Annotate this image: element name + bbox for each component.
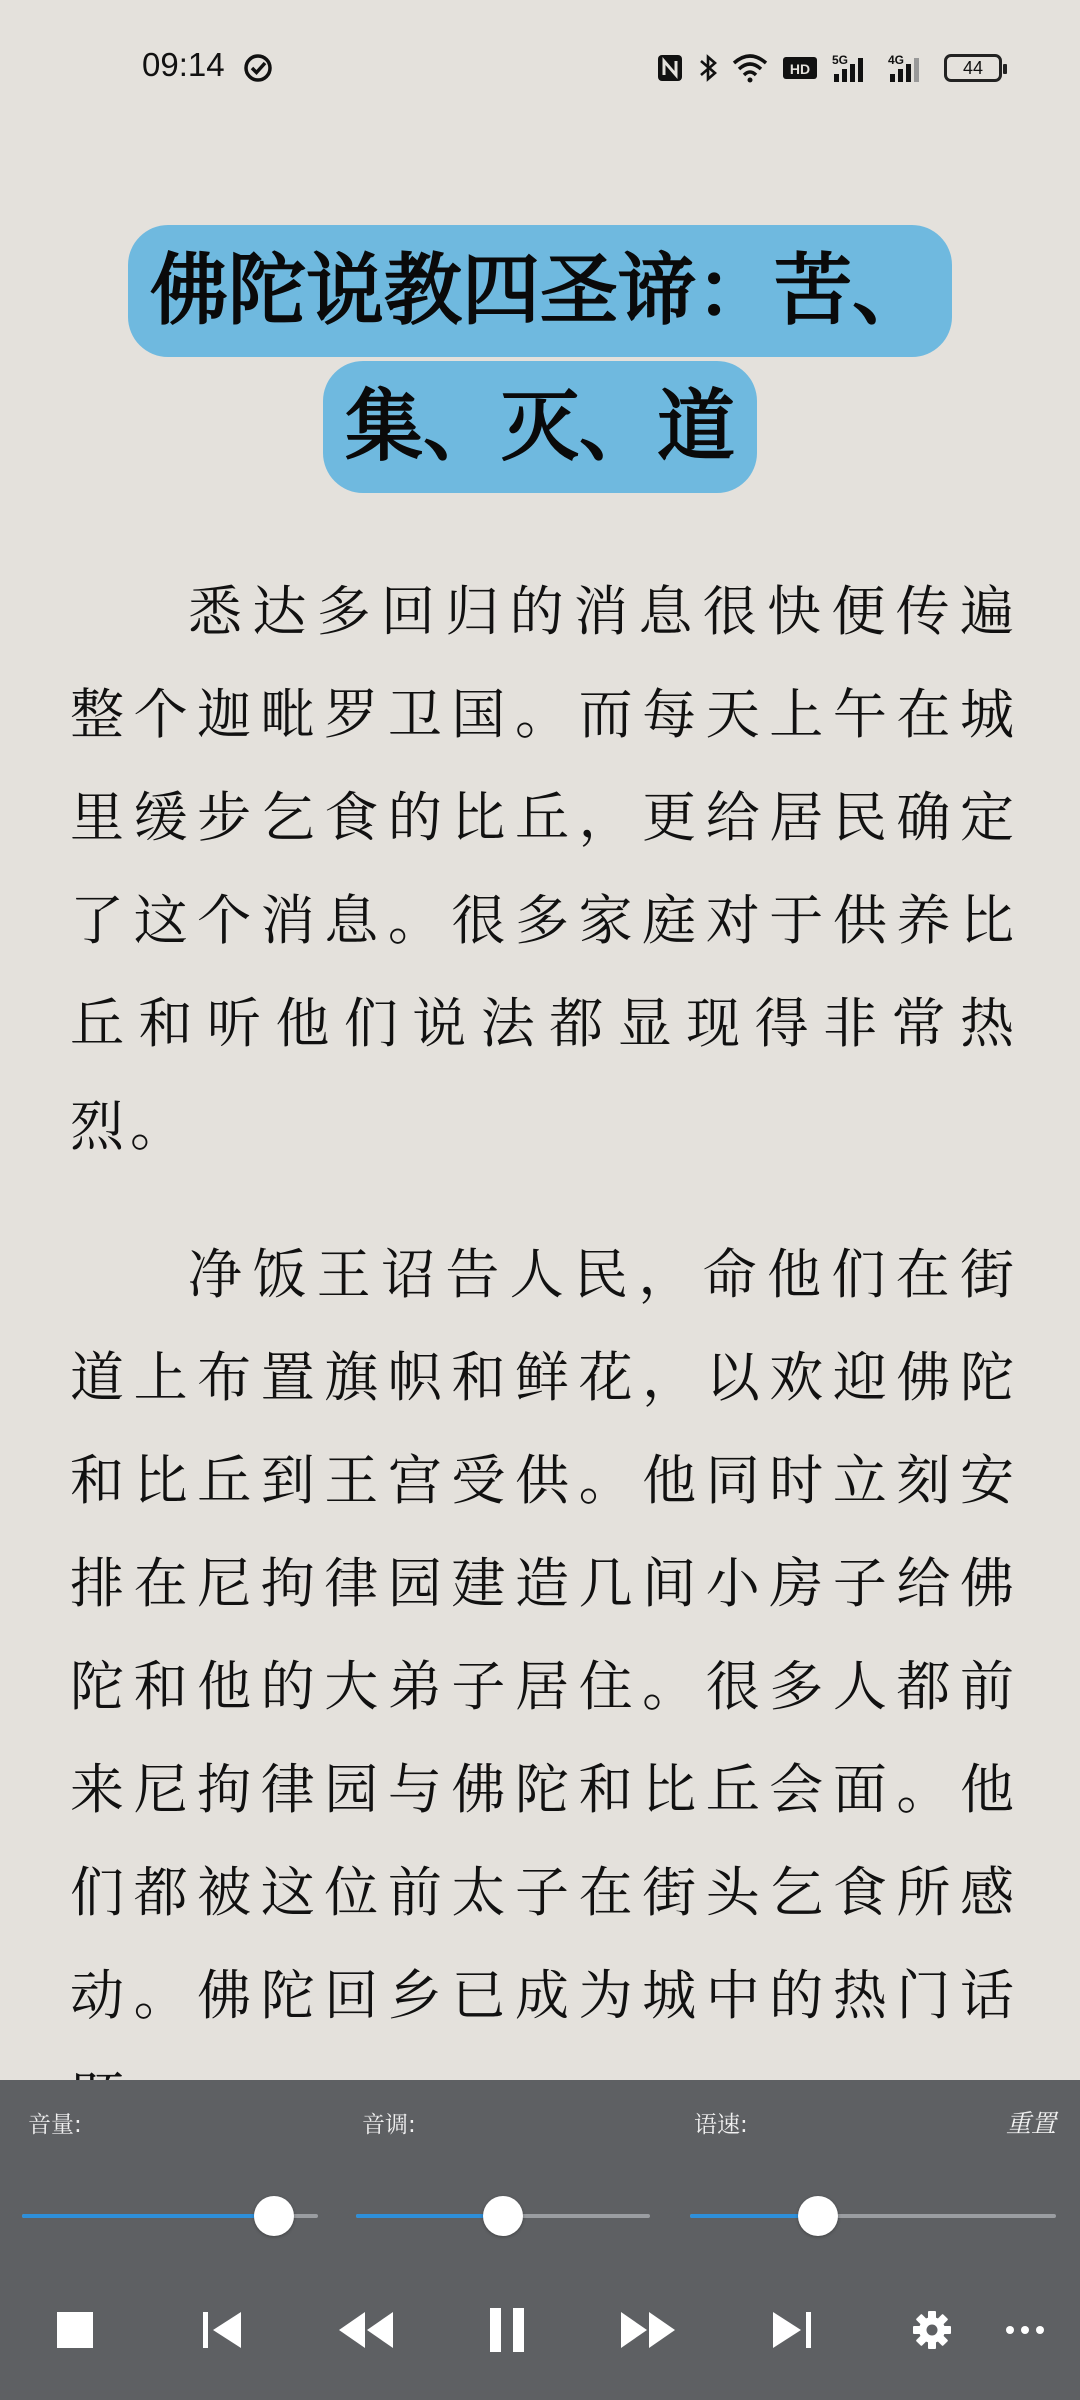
check-circle-icon	[242, 52, 274, 84]
battery-level: 44	[962, 57, 984, 78]
paragraph: 悉达多回归的消息很快便传遍整个迦毗罗卫国。而每天上午在城里缓步乞食的比丘，更给居民确定了这个消息。很多家庭对于供养比丘和听他们说法都显现得非常热烈。	[70, 580, 1020, 1158]
skip-next-button[interactable]	[752, 2290, 832, 2370]
rewind-icon	[337, 2310, 395, 2350]
speed-slider[interactable]	[690, 2196, 1056, 2236]
title-line-1: 佛陀说教四圣谛：苦、	[128, 225, 952, 357]
nfc-icon	[656, 51, 684, 85]
hd-icon	[782, 51, 818, 85]
pitch-label: 音调:	[362, 2112, 416, 2138]
settings-button[interactable]	[892, 2290, 972, 2370]
speed-slider-knob[interactable]	[798, 2196, 838, 2236]
svg-text:HD: HD	[789, 61, 811, 77]
pitch-slider-knob[interactable]	[483, 2196, 523, 2236]
bluetooth-icon	[698, 51, 718, 85]
battery-icon	[944, 54, 1002, 82]
pause-button[interactable]	[467, 2290, 547, 2370]
wifi-icon	[732, 51, 768, 85]
signal-4g-icon	[888, 51, 930, 85]
skip-previous-button[interactable]	[182, 2290, 262, 2370]
volume-label: 音量:	[28, 2112, 82, 2138]
tts-control-panel	[0, 2080, 1080, 2400]
article-body	[70, 560, 1020, 2343]
pause-icon	[488, 2308, 526, 2352]
status-bar	[0, 0, 1080, 135]
skip-next-icon	[771, 2310, 813, 2350]
title-line-2: 集、灭、道	[323, 361, 757, 493]
svg-text:5G: 5G	[832, 53, 849, 67]
signal-5g-icon	[832, 51, 874, 85]
article-title	[0, 225, 1080, 493]
gear-icon	[912, 2310, 952, 2350]
status-time: 09:14	[142, 46, 225, 83]
stop-icon	[57, 2312, 93, 2348]
more-button[interactable]	[985, 2290, 1065, 2370]
stop-button[interactable]	[35, 2290, 115, 2370]
pitch-slider[interactable]	[356, 2196, 650, 2236]
speed-label: 语速:	[694, 2112, 748, 2138]
rewind-button[interactable]	[326, 2290, 406, 2370]
fast-forward-icon	[619, 2310, 677, 2350]
more-icon	[1005, 2325, 1045, 2335]
status-icons	[656, 46, 1002, 90]
svg-text:4G: 4G	[888, 53, 905, 67]
skip-previous-icon	[201, 2310, 243, 2350]
volume-slider[interactable]	[22, 2196, 318, 2236]
paragraph: 净饭王诏告人民，命他们在街道上布置旗帜和鲜花，以欢迎佛陀和比丘到王宫受供。他同时立刻安排在尼拘律园建造几间小房子给佛陀和他的大弟子居住。很多人都前来尼拘律园与佛陀和比丘会面。他们都被这位前太子在街头乞食所感动。佛陀回乡已成为城中的热门话	[70, 1243, 1020, 2027]
volume-slider-knob[interactable]	[254, 2196, 294, 2236]
reset-button[interactable]: 重置	[1005, 2109, 1056, 2138]
fast-forward-button[interactable]	[608, 2290, 688, 2370]
